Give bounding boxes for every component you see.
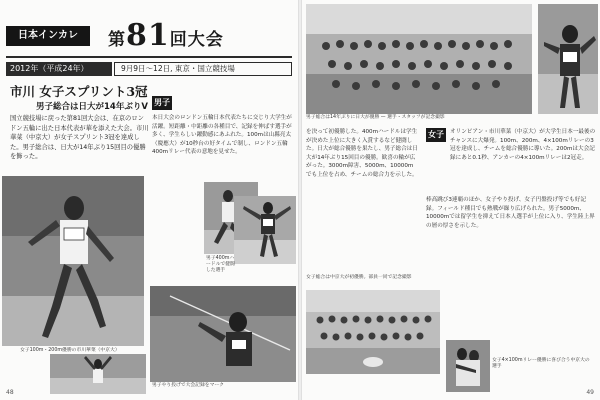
men-section-label: 男子 (152, 96, 172, 110)
page-title (108, 18, 224, 52)
athlete-photo (538, 4, 598, 114)
year-badge: 2012年（平成24年） (6, 62, 112, 76)
group-photo-caption: 女子総合は中京大が初優勝。部員一同で記念撮影 (306, 275, 412, 280)
page-number-left: 48 (6, 389, 14, 396)
group-photo (306, 290, 440, 374)
title-rule (6, 56, 292, 58)
page-gutter (298, 0, 302, 400)
championship-tag: 日本インカレ (6, 26, 90, 46)
title-suffix: 回大会 (169, 30, 224, 50)
team-photo (306, 4, 532, 114)
lead-headline: 市川 女子スプリント3冠 (10, 84, 148, 99)
men-summary-text: を決って初優勝した。400mハードルは学生が決めた上位に大きく入賞するなど健闘した。日大が総合優勝を果たし、男子総合は日大が14年ぶり15回目の優勝。歓喜の輪が広がった。3000m障害、5000m、10000mでも上位を占め、チームの総合力を示した。 (306, 129, 418, 178)
sprinter-photo (2, 176, 144, 346)
event-dateline: 9月9日～12日, 東京・国立競技場 (114, 62, 292, 76)
finish-photo (50, 354, 146, 394)
women-column-text: オリンピアン・市川華菜（中京大）が大学生日本一最後のチャンスに大爆発。100m、200m、4×100mリレーの3冠を達成し、チームを総合優勝に導いた。200mは大会記録にあと0.1秒、アンカーの4×100mリレーは2冠走。 (450, 129, 596, 161)
hug-caption: 女子4×100mリレー優勝に喜び合う中京大の選手 (492, 358, 590, 369)
page-number-right: 49 (586, 389, 594, 396)
javelin-caption: 男子やり投げで大会記録をマーク (152, 383, 224, 388)
sprinter-caption: 女子100m・200m優勝の市川華菜（中京大） (20, 348, 120, 353)
hurdle-caption: 男子400mハードルで健闘した選手 (206, 256, 235, 273)
javelin-photo (150, 286, 296, 382)
lead-subheadline: 男子総合は日大が14年ぶりV (36, 102, 148, 112)
lead-paragraph: 国立競技場に戻った第81回大会は、在京のロンドン五輪に出た日本代表が華を添えた大会。市川華菜（中京大）が女子スプリント3冠を達成した。男子総合は、日大が14年ぶり15回目の優勝を飾った。 (10, 115, 149, 160)
women-section-label: 女子 (426, 128, 446, 142)
title-number: 81 (126, 18, 170, 53)
runner-photo (234, 196, 296, 264)
title-prefix: 第 (108, 30, 126, 50)
men-column-text: 本日大会のロンドン五輪日本代表たちに交じり大学生が活躍。短距離・中距離の各種目で、記録を伸ばす選手が多く、学生らしい躍動感にあふれた。100mは山縣亮太（慶應大）が10秒台の好タイムで制し、ロンドン五輪400mリレー代表の意地を見せた。 (152, 115, 292, 156)
hug-photo (446, 340, 490, 392)
team-photo-caption: 男子総合は14年ぶりに日大が優勝 — 選手・スタッフが記念撮影 (306, 115, 445, 120)
field-events-text: 棒高跳び3連覇のほか、女子やり投げ、女子円盤投げ等でも好記録。フィールド種目でも熱戦が繰り広げられた。男子5000m、10000mでは留学生を抑えて日本人選手が上位に入り、学生陸上界の層の厚さを示した。 (426, 197, 595, 229)
